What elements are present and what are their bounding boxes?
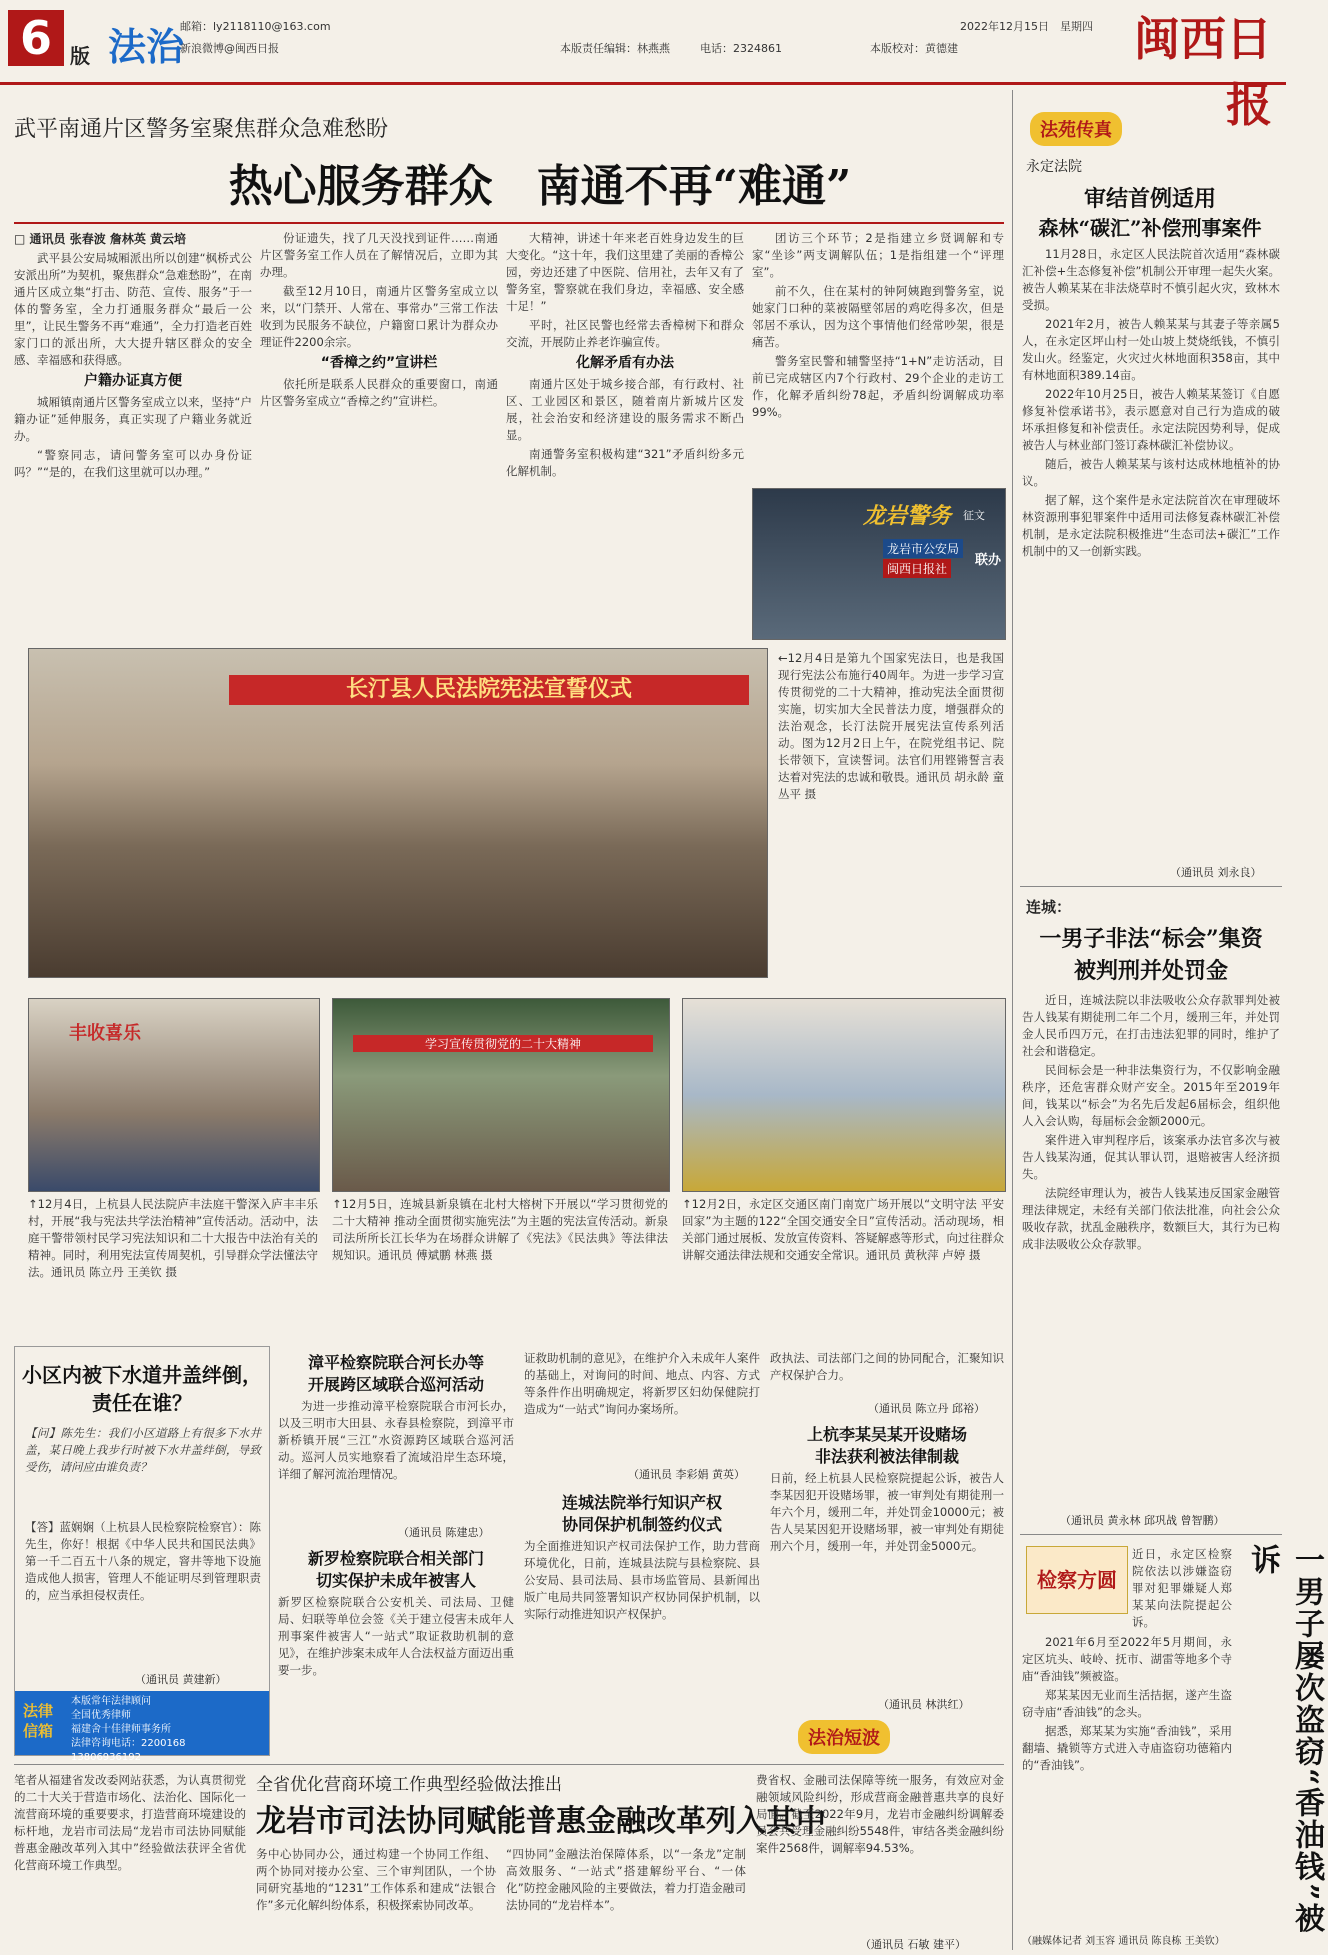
lead-col-2 xyxy=(260,230,498,640)
paragraph: 民间标会是一种非法集资行为，不仅影响金融秩序，还危害群众财产安全。2015年至2019年间，钱某以“标会”为名先后发起6届标会，组织他人入会认购，每届标会金额2000元。 xyxy=(1022,1063,1280,1128)
rb-body xyxy=(1022,1634,1232,1930)
weibo: 新浪微博@闽西日报 xyxy=(180,42,279,55)
court-oath-photo xyxy=(28,648,768,978)
paragraph: 团访三个环节；2是指建立乡贤调解和专家“坐诊”两支调解队伍；1是指组建一个“评理室”。 xyxy=(752,231,1004,279)
editors: 本版责任编辑：林燕燕 xyxy=(560,42,670,55)
lead-kicker: 武平南通片区警务室聚焦群众急难愁盼 xyxy=(14,117,389,142)
checker: 本版校对：黄德建 xyxy=(870,42,958,55)
qa-box xyxy=(14,1346,270,1763)
brief-5-body: 政执法、司法部门之间的协同配合，汇聚知识产权保护合力。 xyxy=(770,1351,1004,1382)
brief-1-byline: （通讯员 陈建忠） xyxy=(398,1526,490,1539)
email: 邮箱：ly2118110@163.com xyxy=(180,20,331,33)
brief-4-title-2: 协同保护机制签约仪式 xyxy=(561,1515,722,1534)
rm-kicker: 连城： xyxy=(1026,898,1072,916)
photo-banner: 丰收喜乐 xyxy=(69,1023,141,1044)
weekday: 星期四 xyxy=(1060,20,1093,33)
paragraph: 法院经审理认为，被告人钱某违反国家金融管理法律规定，未经有关部门依法批准，向社会公众吸收存款，扰乱金融秩序，数额巨大，其行为已构成非法吸收公众存款罪。 xyxy=(1022,1186,1280,1251)
lead-col-1 xyxy=(14,250,252,640)
court-news-tag: 法苑传真 xyxy=(1030,112,1122,146)
photo-caption-4: ↑12月2日，永定区交通区南门南宽广场开展以“文明守法 平安回家”为主题的122“全国交通安全日”宣传活动。活动现场，相关部门通过展板、发放宣传资料、答疑解惑等形式，向过往群众讲解交通法律法规和交通安全常识。通讯员 黄秋萍 卢婷 摄 xyxy=(682,1197,1004,1262)
bottom-col-3: 费省权、金融司法保障等统一服务，有效应对金融领域风险纠纷，形成营商金融普惠共享的良好局面。截至2022年9月，龙岩市金融纠纷调解委员会共受理金融纠纷5548件，审结各类金融纠纷案件2568件，调解率94.53%。 xyxy=(756,1773,1004,1855)
photo-banner: 学习宣传贯彻党的二十大精神 xyxy=(353,1035,653,1052)
date: 2022年12月15日 xyxy=(960,20,1049,33)
rt-byline: （通讯员 刘永良） xyxy=(1170,866,1262,879)
paragraph: 2022年10月25日，被告人赖某某签订《自愿修复补偿承诺书》，表示愿意对自己行为造成的破坏承担修复和补偿责任。永定法院因势利导，促成被告人与林业部门签订森林碳汇补偿协议。 xyxy=(1022,387,1280,452)
qa-byline: （通讯员 黄建新） xyxy=(135,1673,227,1686)
paragraph: 11月28日，永定区人民法院首次适用“森林碳汇补偿+生态修复补偿”机制公开审理一起失火案。被告人赖某某在非法烧草时不慎引起火灾，致林木受损。 xyxy=(1022,247,1280,312)
divider xyxy=(14,1764,1004,1765)
qa-question: 【问】陈先生：我们小区道路上有很多下水井盖，某日晚上我步行时被下水井盖绊倒，导致受伤，请问应由谁负责？ xyxy=(25,1426,261,1474)
logo-join: 联办 xyxy=(975,553,1002,568)
paragraph: 武平县公安局城厢派出所以创建“枫桥式公安派出所”为契机，聚焦群众“急难愁盼”，在南通片区成立集“打击、防范、宣传、服务”于一体的警务室，全力打通服务群众“最后一公里”，让民生警务不再“难通”，全力打造老百姓家门口的派出所，大大提升辖区群众的安全感、幸福感和获得感。 xyxy=(14,251,252,367)
briefs-area xyxy=(278,1346,1004,1754)
paragraph: 南通片区处于城乡接合部，有行政村、社区、工业园区和景区，随着南片新城片区发展，社会治安和经济建设的服务需求不断凸显。 xyxy=(506,377,744,442)
divider xyxy=(1020,1534,1282,1535)
paragraph: 近日，连城法院以非法吸收公众存款罪判处被告人钱某有期徒刑二年二个月，缓刑三年，并处罚金人民币四万元，在打击违法犯罪的同时，维护了社会和谐稳定。 xyxy=(1022,993,1280,1058)
brief-1-title-1: 漳平检察院联合河长办等 xyxy=(307,1353,484,1372)
paragraph: 随后，被告人赖某某与该村达成林地植补的协议。 xyxy=(1022,457,1280,488)
brief-5-byline: （通讯员 陈立丹 邱裕） xyxy=(868,1402,985,1415)
photo-caption-2: ↑12月4日，上杭县人民法院庐丰法庭干警深入庐丰丰乐村，开展“我与宪法共学法治精神”宣传活动。活动中，法庭干警带领村民学习宪法知识和二十大报告中法治有关的精神。同时，利用宪法宣传周契机，引导群众学法懂法守法。通讯员 陈立丹 王美钦 摄 xyxy=(28,1197,318,1279)
procuratorate-logo: 检察方圆 xyxy=(1026,1546,1128,1614)
paragraph: 据悉，郑某某为实施“香油钱”，采用翻墙、撬锁等方式进入寺庙盗窃功德箱内的“香油钱”。 xyxy=(1022,1724,1232,1772)
footer-body: 本版常年法律顾问 全国优秀律师 福建舍十佳律师事务所 法律咨询电话：2200168 13806936192 xyxy=(71,1696,186,1763)
village-photo xyxy=(28,998,320,1192)
rt-body xyxy=(1022,246,1280,858)
paragraph: 案件进入审判程序后，该案承办法官多次与被告人钱某沟通，促其认罪认罚，退赔被害人经济损失。 xyxy=(1022,1133,1280,1181)
bottom-intro: 笔者从福建省发改委网站获悉，为认真贯彻党的二十大关于营造市场化、法治化、国际化一流营商环境的重要要求，打造营商环境建设的标杆地，龙岩市司法局“龙岩市司法协同赋能普惠金融改革列入其中”经验做法获评全省优化营商环境工作典型。 xyxy=(14,1773,246,1872)
paragraph: 警务室民警和辅警坚持“1+N”走访活动，目前已完成辖区内7个行政村、29个企业的走访工作，化解矛盾纠纷78起，矛盾纠纷调解成功率99%。 xyxy=(752,354,1004,419)
logo-title: 龙岩警务 xyxy=(863,504,952,529)
tree-photo xyxy=(332,998,670,1192)
lead-byline: □ 通讯员 张春波 詹林英 黄云培 xyxy=(14,232,187,246)
rb-body-0: 近日，永定区检察院依法以涉嫌盗窃罪对犯罪嫌疑人郑某某向法院提起公诉。 xyxy=(1132,1547,1232,1629)
brief-2-title-2: 切实保护未成年被害人 xyxy=(315,1571,476,1590)
brief-6-title-1: 上杭李某吴某开设赌场 xyxy=(806,1425,967,1444)
subhead: 化解矛盾有办法 xyxy=(576,355,674,371)
police-photo xyxy=(752,488,1006,640)
rb-byline: （融媒体记者 刘玉容 通讯员 陈良栋 王美钦） xyxy=(1022,1936,1225,1947)
brief-3-body: 证救助机制的意见》，在维护介入未成年人案件的基础上，对询问的时间、地点、内容、方式等条件作出明确规定，将新罗区妇幼保健院打造成为“一站式”询问办案场所。 xyxy=(524,1351,760,1416)
paragraph: 2021年6月至2022年5月期间，永定区坑头、岐岭、抚市、湖雷等地多个寺庙“香油钱”频被盗。 xyxy=(1022,1635,1232,1683)
lead-col-3 xyxy=(506,230,744,640)
paragraph: 平时，社区民警也经常去香樟树下和群众交流，开展防止养老诈骗宣传。 xyxy=(506,318,744,349)
page-suffix: 版 xyxy=(70,44,90,68)
briefs-tag: 法治短波 xyxy=(798,1720,890,1754)
phone: 电话：2324861 xyxy=(700,42,782,55)
brief-6-body: 日前，经上杭县人民检察院提起公诉，被告人李某因犯开设赌场罪，被一审判处有期徒刑一年六个月，缓刑二年，并处罚金10000元；被告人吴某因犯开设赌场罪，被一审判处有期徒刑六个月，缓刑一年，并处罚金5000元。 xyxy=(770,1471,1004,1553)
photo-caption-1: ←12月4日是第九个国家宪法日，也是我国现行宪法公布施行40周年。为进一步学习宣传贯彻党的二十大精神，推动宪法全面贯彻实施，切实加大全民普法力度，增强群众的法治观念，长汀法院开展宪法宣传系列活动。图为12月2日上午，在院党组书记、院长带领下，宣读誓词。法官们用铿锵誓言表达着对宪法的忠诚和敬畏。通讯员 胡永龄 童丛平 摄 xyxy=(778,651,1004,801)
brief-4-title-1: 连城法院举行知识产权 xyxy=(561,1493,722,1512)
page-number: 6 xyxy=(8,10,64,66)
rm-byline: （通讯员 黄永林 邱巩战 曾智鹏） xyxy=(1060,1514,1225,1527)
paragraph: 份证遗失，找了几天没找到证件……南通片区警务室工作人员在了解情况后，立即为其办理。 xyxy=(260,231,498,279)
photo-caption-3: ↑12月5日，连城县新泉镇在北村大榕树下开展以“学习贯彻党的二十大精神 推动全面贯彻实施宪法”为主题的宪法宣传活动。新泉司法所所长江长华为在场群众讲解了《宪法》《民法典》等法律法规知识。通讯员 傅斌鹏 林燕 摄 xyxy=(332,1197,668,1262)
bottom-byline: （通讯员 石敏 建平） xyxy=(860,1938,966,1951)
rm-title-1: 一男子非法“标会”集资 xyxy=(1039,926,1263,952)
footer-title: 法律信箱 xyxy=(23,1702,54,1740)
logo-org-1: 龙岩市公安局 xyxy=(883,539,963,558)
rm-body xyxy=(1022,992,1280,1508)
rt-kicker: 永定法院 xyxy=(1026,159,1082,175)
paragraph: 郑某某因无业而生活拮据，遂产生盗窃寺庙“香油钱”的念头。 xyxy=(1022,1688,1232,1719)
divider xyxy=(14,222,1004,224)
subhead: 户籍办证真方便 xyxy=(84,373,182,389)
rt-title-1: 审结首例适用 xyxy=(1083,186,1216,212)
qa-answer: 【答】蓝娴娴（上杭县人民检察院检察官）：陈先生，你好！根据《中华人民共和国民法典》第一千二百五十八条的规定，窨井等地下设施造成他人损害，管理人不能证明尽到管理职责的，应当承担侵权责任。 xyxy=(25,1520,261,1602)
paragraph: 城厢镇南通片区警务室成立以来，坚持“户籍办证”延伸服务，真正实现了户籍业务就近办。 xyxy=(14,395,252,443)
brief-1-title-2: 开展跨区域联合巡河活动 xyxy=(307,1375,484,1394)
bottom-kicker: 全省优化营商环境工作典型经验做法推出 xyxy=(256,1775,562,1795)
paragraph: 南通警务室积极构建“321”矛盾纠纷多元化解机制。 xyxy=(506,447,744,478)
subhead: “香樟之约”宣讲栏 xyxy=(320,355,438,371)
bottom-title: 龙岩市司法协同赋能普惠金融改革列入其中 xyxy=(256,1804,826,1839)
rm-title-2: 被判刑并处罚金 xyxy=(1073,958,1228,984)
logo-org-2: 闽西日报社 xyxy=(883,559,951,578)
divider xyxy=(1020,886,1282,887)
lead-col-4 xyxy=(752,230,1004,480)
rb-vertical-title: 一男子屡次盗窃“香油钱”被诉 xyxy=(1245,1544,1324,1935)
rt-title-2: 森林“碳汇”补偿刑事案件 xyxy=(1038,216,1262,240)
paragraph: 2021年2月，被告人赖某某与其妻子等亲属5人，在永定区坪山村一处山坡上焚烧纸钱，不慎引发山火。经鉴定，火灾过火林地面积358亩，其中有林地面积389.14亩。 xyxy=(1022,317,1280,382)
qa-title-2: 责任在谁？ xyxy=(92,1391,192,1415)
legal-mailbox-footer xyxy=(15,1691,269,1763)
paragraph: 前不久，住在某村的钟阿姨跑到警务室，说她家门口种的菜被隔壁邻居的鸡吃得多次，但是邻居不承认，因为这个事情他们经常吵架，很是痛苦。 xyxy=(752,284,1004,349)
traffic-photo xyxy=(682,998,1006,1192)
brief-6-byline: （通讯员 林洪红） xyxy=(878,1698,970,1711)
brief-6-title-2: 非法获利被法律制裁 xyxy=(814,1447,959,1466)
paragraph: 依托所是联系人民群众的重要窗口，南通片区警务室成立“香樟之约”宣讲栏。 xyxy=(260,377,498,408)
brief-2-title-1: 新罗检察院联合相关部门 xyxy=(307,1549,484,1568)
logo-sub: 征文 xyxy=(963,509,985,522)
paragraph: 截至12月10日，南通片区警务室成立以来，以“门禁开、人常在、事常办”三常工作法收到为民服务不缺位，户籍窗口累计为群众办理证件2200余宗。 xyxy=(260,284,498,349)
column-rule xyxy=(1012,90,1013,1950)
bottom-col-2: “四协同”金融法治保障体系，以“一条龙”定制高效服务、“一站式”搭建解纷平台、“一体化”防控金融风险的主要做法，着力打造金融司法协同的“龙岩样本”。 xyxy=(506,1847,746,1912)
qa-title-1: 小区内被下水道井盖绊倒， xyxy=(22,1363,262,1387)
brief-3-byline: （通讯员 李彩娟 黄英） xyxy=(628,1468,745,1481)
photo-banner: 长汀县人民法院宪法宣誓仪式 xyxy=(229,675,749,705)
brief-1-body: 为进一步推动漳平检察院联合市河长办，以及三明市大田县、永春县检察院，到漳平市新桥镇开展“三江”水资源跨区域联合巡河活动。巡河人员实地察看了流域沿岸生态环境，详细了解河流治理情况。 xyxy=(278,1399,514,1481)
paragraph: 据了解，这个案件是永定法院首次在审理破坏林资源刑事犯罪案件中适用司法修复森林碳汇补偿机制，是永定法院积极推进“生态司法+碳汇”工作机制中的又一创新实践。 xyxy=(1022,493,1280,558)
paragraph: “警察同志，请问警务室可以办身份证吗？”“是的，在我们这里就可以办理。” xyxy=(14,448,252,479)
section-title: 法治 xyxy=(108,24,185,69)
brief-4-body: 为全面推进知识产权司法保护工作，助力营商环境优化，日前，连城县法院与县检察院、县公安局、县司法局、县市场监管局、县新闻出版广电局共同签署知识产权协同保护机制，以实际行动推进知识产权保护。 xyxy=(524,1539,760,1621)
masthead: 闽西日报 xyxy=(1134,12,1272,132)
lead-title: 热心服务群众 南通不再“难通” xyxy=(228,161,852,212)
paragraph: 大精神，讲述十年来老百姓身边发生的巨大变化。“这十年，我们这里建了美丽的香樟公园，旁边还建了中医院、信用社，去年又有了警务室，警察就在我们身边，幸福感、安全感十足！” xyxy=(506,231,744,313)
brief-2-body: 新罗区检察院联合公安机关、司法局、卫健局、妇联等单位会签《关于建立侵害未成年人刑事案件被害人“一站式”取证救助机制的意见》，在维护涉案未成年人合法权益方面迈出重要一步。 xyxy=(278,1595,514,1677)
bottom-col-1: 务中心协同办公，通过构建一个协同工作组、两个协同对接办公室、三个审判团队，一个协同研究基地的“1231”工作体系和建成“法银合作”多元化解纠纷体系，积极探索协同改革。 xyxy=(256,1847,496,1912)
